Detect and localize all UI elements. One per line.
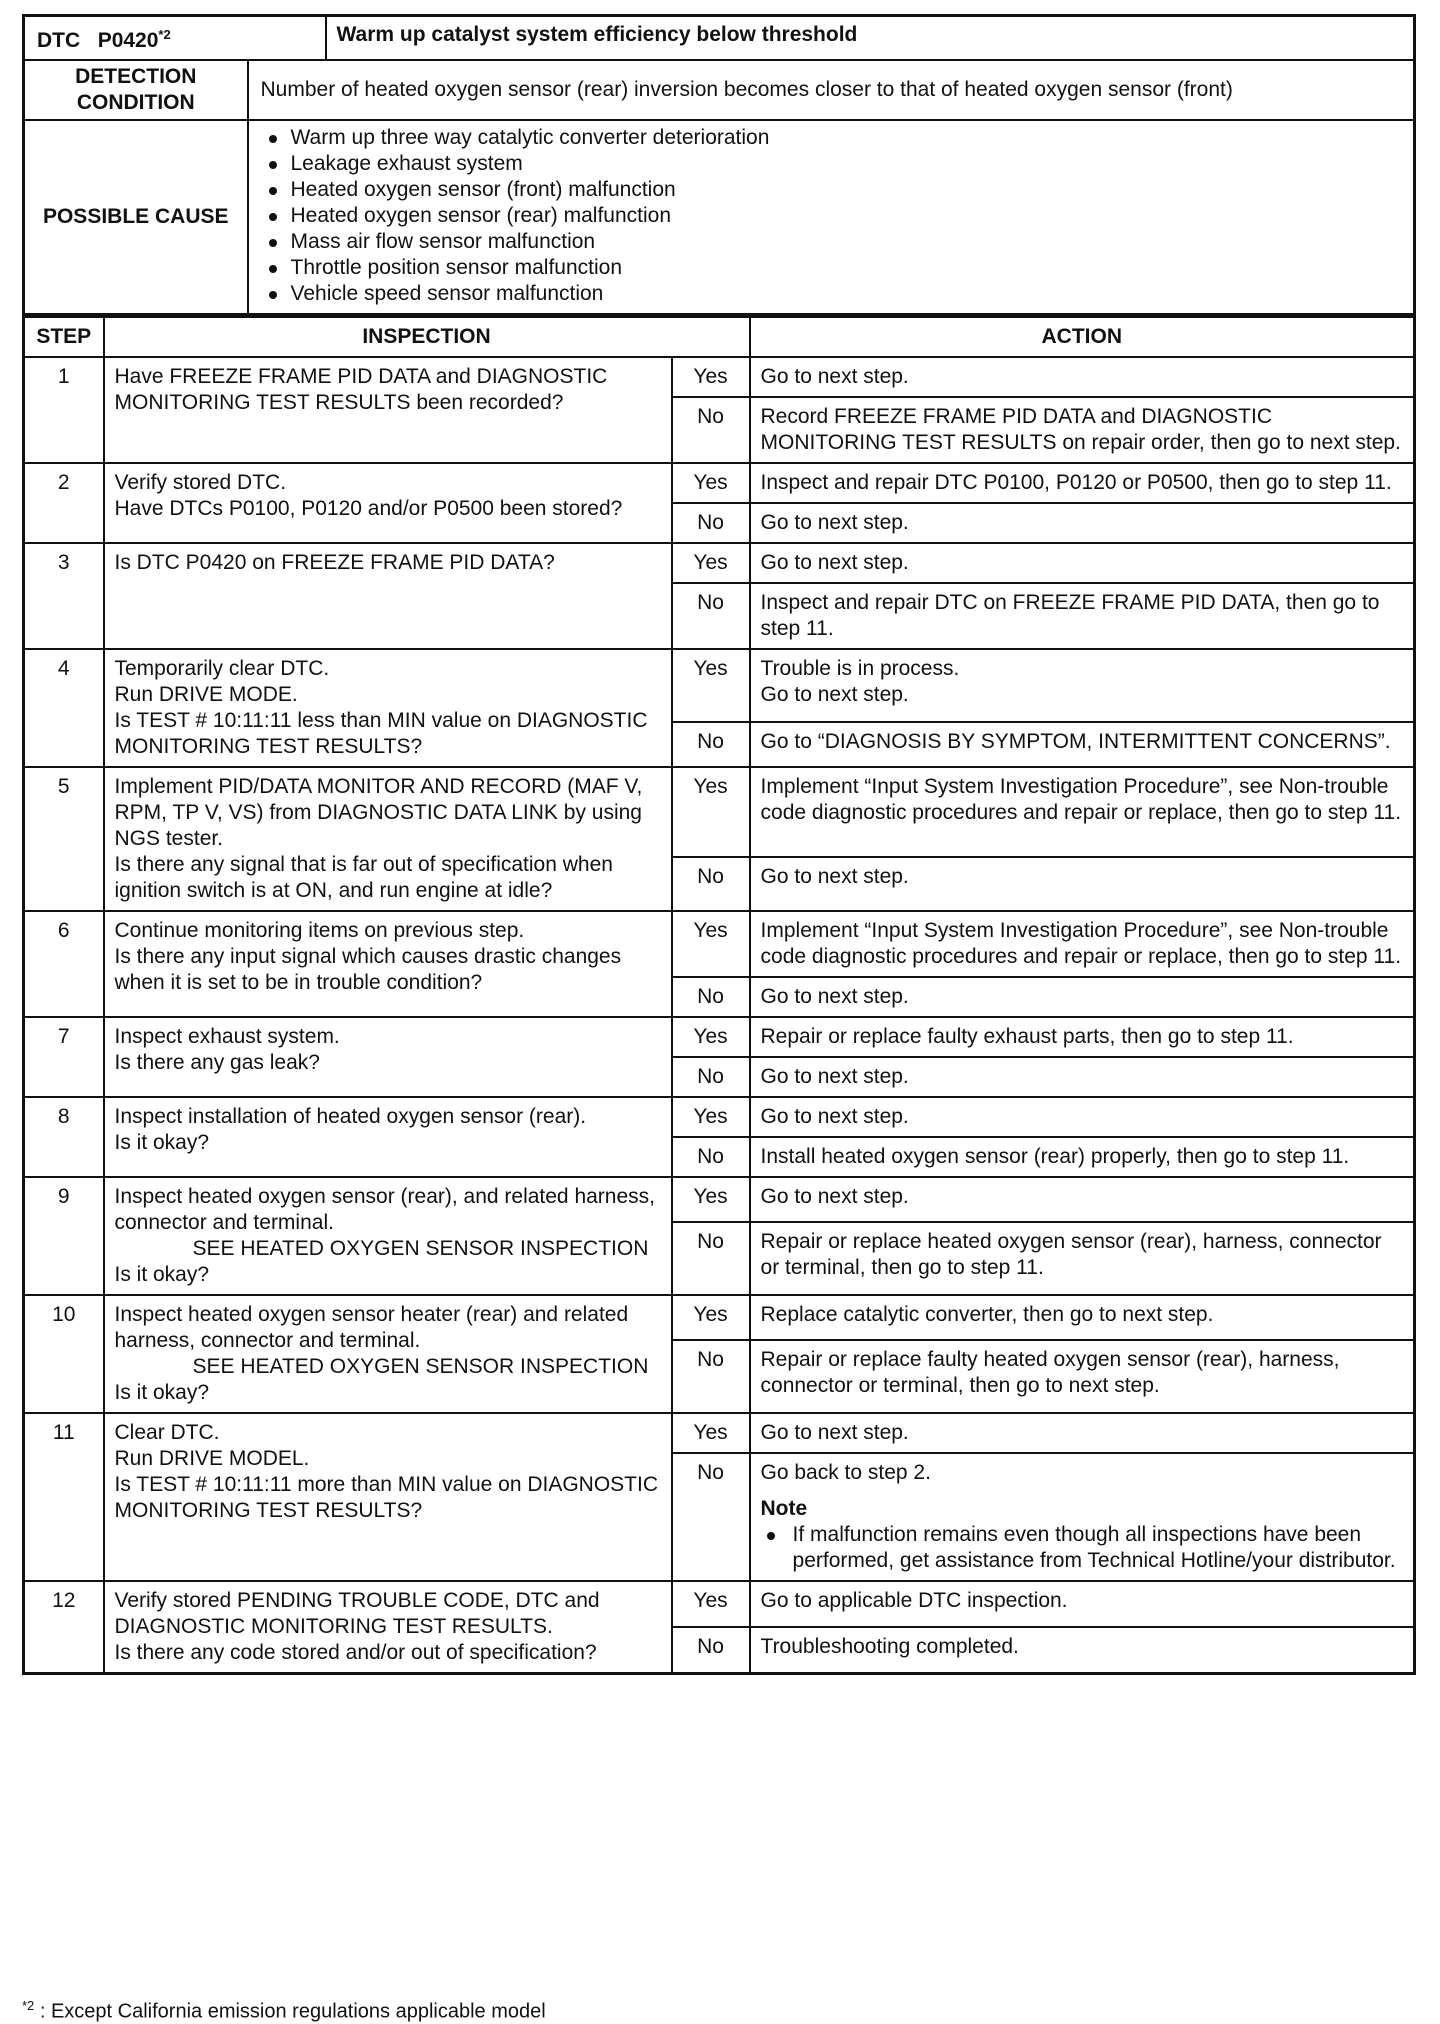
action-line: Go to next step.: [760, 1105, 909, 1128]
no-action: [750, 1057, 1415, 1097]
inspection-line: Is there any code stored and/or out of specification?: [114, 1641, 597, 1664]
dtc-code-cell: [24, 16, 326, 61]
inspection-line: Is DTC P0420 on FREEZE FRAME PID DATA?: [114, 551, 555, 574]
yes-label: Yes: [672, 1017, 750, 1057]
step-row-yes: [24, 1581, 1415, 1627]
inspection-line: Continue monitoring items on previous step.: [114, 919, 525, 942]
action-line: Go to next step.: [760, 683, 909, 706]
yes-action: [750, 1177, 1415, 1222]
action-line: Trouble is in process.: [760, 657, 960, 680]
step-inspection: [104, 1097, 672, 1177]
step-inspection: [104, 357, 672, 463]
see-reference: SEE HEATED OXYGEN SENSOR INSPECTION: [192, 1355, 649, 1378]
no-action: [750, 583, 1415, 649]
detection-condition-label: DETECTION CONDITION: [24, 60, 248, 120]
step-number: 10: [24, 1295, 104, 1413]
no-action: [750, 722, 1415, 767]
step-number: 4: [24, 649, 104, 767]
no-label: No: [672, 977, 750, 1017]
inspection-line: Inspect exhaust system.: [114, 1025, 340, 1048]
no-action: [750, 1222, 1415, 1295]
action-line: Go to “DIAGNOSIS BY SYMPTOM, INTERMITTENT CONCERNS”.: [760, 730, 1391, 754]
inspection-question: Is it okay?: [114, 1381, 210, 1404]
no-action: [750, 397, 1415, 463]
action-line: Go to next step.: [760, 1065, 909, 1088]
no-label: No: [672, 1222, 750, 1295]
action-line: Go to next step.: [760, 365, 909, 388]
yes-label: Yes: [672, 1413, 750, 1453]
no-label: No: [672, 1627, 750, 1674]
action-line: Implement “Input System Investigation Procedure”, see Non-trouble code diagnostic procedures and repair or replace, then go to step 11.: [760, 775, 1402, 824]
step-row-yes: [24, 1413, 1415, 1453]
action-line: Go back to step 2.: [760, 1461, 931, 1484]
no-label: No: [672, 503, 750, 543]
step-row-yes: [24, 1017, 1415, 1057]
possible-cause-cell: [248, 120, 1415, 315]
step-row-yes: [24, 357, 1415, 397]
step-row-yes: [24, 911, 1415, 977]
column-header-step: STEP: [24, 317, 104, 357]
no-label: No: [672, 857, 750, 911]
step-inspection: [104, 767, 672, 911]
step-number: 1: [24, 357, 104, 463]
action-line: Go to applicable DTC inspection.: [760, 1589, 1068, 1612]
inspection-line: Inspect heated oxygen sensor heater (rear) and related harness, connector and terminal.: [114, 1303, 629, 1352]
yes-label: Yes: [672, 1581, 750, 1627]
note-heading: Note: [760, 1497, 808, 1520]
step-inspection: [104, 911, 672, 1017]
possible-cause-list: [259, 125, 1404, 307]
step-number: 2: [24, 463, 104, 543]
dtc-code: P0420: [97, 29, 159, 52]
step-number: 7: [24, 1017, 104, 1097]
inspection-line: Run DRIVE MODEL.: [114, 1447, 310, 1470]
step-row-yes: [24, 543, 1415, 583]
step-number: 6: [24, 911, 104, 1017]
no-label: No: [672, 1137, 750, 1177]
step-row-yes: [24, 767, 1415, 857]
step-inspection: [104, 463, 672, 543]
no-action: [750, 1340, 1415, 1413]
step-row-yes: [24, 1097, 1415, 1137]
inspection-line: Verify stored DTC.: [114, 471, 287, 494]
yes-action: [750, 357, 1415, 397]
yes-label: Yes: [672, 1177, 750, 1222]
yes-action: [750, 1581, 1415, 1627]
no-action: [750, 1137, 1415, 1177]
step-row-yes: [24, 1295, 1415, 1340]
action-line: Inspect and repair DTC P0100, P0120 or P0500, then go to step 11.: [760, 471, 1392, 494]
inspection-line: Temporarily clear DTC.: [114, 657, 330, 680]
action-line: Go to next step.: [760, 1185, 909, 1208]
no-action: [750, 857, 1415, 911]
inspection-line: Run DRIVE MODE.: [114, 683, 298, 706]
step-inspection: [104, 1581, 672, 1674]
no-label: No: [672, 722, 750, 767]
inspection-line: Have FREEZE FRAME PID DATA and DIAGNOSTIC MONITORING TEST RESULTS been recorded?: [114, 365, 608, 414]
action-line: Go to next step.: [760, 864, 909, 888]
step-inspection: [104, 649, 672, 767]
inspection-steps-body: [24, 357, 1415, 1674]
yes-label: Yes: [672, 649, 750, 722]
no-action: [750, 1627, 1415, 1674]
step-row-yes: [24, 1177, 1415, 1222]
inspection-line: Inspect installation of heated oxygen sensor (rear).: [114, 1105, 587, 1128]
inspection-steps-table: [22, 316, 1416, 1675]
dtc-label: DTC: [37, 29, 81, 52]
possible-cause-item: Vehicle speed sensor malfunction: [259, 281, 1404, 307]
dtc-header-table: [22, 14, 1416, 316]
yes-label: Yes: [672, 767, 750, 857]
footnote-mark: *2: [22, 1998, 35, 2013]
step-number: 3: [24, 543, 104, 649]
no-action: [750, 1453, 1415, 1581]
yes-action: [750, 1413, 1415, 1453]
yes-action: [750, 1097, 1415, 1137]
dtc-document: [22, 14, 1416, 1675]
note-text: If malfunction remains even though all inspections have been performed, get assistance from Technical Hotline/your distributor.: [761, 1522, 1403, 1574]
action-line: Go to next step.: [760, 551, 909, 574]
yes-action: [750, 649, 1415, 722]
inspection-line: Have DTCs P0100, P0120 and/or P0500 been stored?: [114, 497, 623, 520]
inspection-line: Is it okay?: [114, 1131, 210, 1154]
inspection-line: Clear DTC.: [114, 1421, 220, 1444]
action-line: Replace catalytic converter, then go to next step.: [760, 1303, 1214, 1326]
column-header-action: ACTION: [750, 317, 1415, 357]
yes-action: [750, 1017, 1415, 1057]
yes-label: Yes: [672, 543, 750, 583]
step-inspection: [104, 1017, 672, 1097]
yes-label: Yes: [672, 911, 750, 977]
action-line: Repair or replace faulty heated oxygen sensor (rear), harness, connector or terminal, then go to next step.: [760, 1347, 1340, 1397]
yes-label: Yes: [672, 1097, 750, 1137]
possible-cause-item: Heated oxygen sensor (front) malfunction: [259, 177, 1404, 203]
action-line: Go to next step.: [760, 511, 909, 534]
action-line: Troubleshooting completed.: [760, 1634, 1019, 1658]
inspection-question: Is it okay?: [114, 1263, 210, 1286]
step-row-yes: [24, 649, 1415, 722]
footnote-text: : Except California emission regulations applicable model: [34, 2000, 546, 2023]
yes-action: [750, 1295, 1415, 1340]
action-line: Install heated oxygen sensor (rear) properly, then go to step 11.: [760, 1145, 1350, 1168]
step-number: 9: [24, 1177, 104, 1295]
step-inspection: [104, 1295, 672, 1413]
no-label: No: [672, 1057, 750, 1097]
possible-cause-item: Throttle position sensor malfunction: [259, 255, 1404, 281]
possible-cause-item: Warm up three way catalytic converter deterioration: [259, 125, 1404, 151]
inspection-line: Is there any signal that is far out of specification when ignition switch is at ON, and run engine at idle?: [114, 853, 613, 902]
no-label: No: [672, 397, 750, 463]
no-label: No: [672, 1340, 750, 1413]
step-row-yes: [24, 463, 1415, 503]
yes-label: Yes: [672, 1295, 750, 1340]
step-number: 5: [24, 767, 104, 911]
inspection-line: Is TEST # 10:11:11 less than MIN value on DIAGNOSTIC MONITORING TEST RESULTS?: [114, 709, 648, 758]
action-line: Inspect and repair DTC on FREEZE FRAME PID DATA, then go to step 11.: [760, 591, 1380, 640]
footnote: [22, 1994, 546, 2024]
inspection-line: Verify stored PENDING TROUBLE CODE, DTC and DIAGNOSTIC MONITORING TEST RESULTS.: [114, 1589, 600, 1638]
action-line: Implement “Input System Investigation Procedure”, see Non-trouble code diagnostic procedures and repair or replace, then go to step 11.: [760, 919, 1402, 968]
yes-action: [750, 543, 1415, 583]
possible-cause-item: Heated oxygen sensor (rear) malfunction: [259, 203, 1404, 229]
possible-cause-item: Leakage exhaust system: [259, 151, 1404, 177]
action-line: Repair or replace faulty exhaust parts, then go to step 11.: [760, 1025, 1294, 1048]
no-label: No: [672, 1453, 750, 1581]
yes-label: Yes: [672, 463, 750, 503]
inspection-line: Inspect heated oxygen sensor (rear), and related harness, connector and terminal.: [114, 1185, 655, 1234]
possible-cause-label: POSSIBLE CAUSE: [24, 120, 248, 315]
dtc-title: Warm up catalyst system efficiency below threshold: [326, 16, 1415, 61]
step-inspection: [104, 1177, 672, 1295]
action-line: Go to next step.: [760, 985, 909, 1008]
step-number: 11: [24, 1413, 104, 1581]
action-line: Repair or replace heated oxygen sensor (rear), harness, connector or terminal, then go to step 11.: [760, 1229, 1382, 1279]
column-header-inspection: INSPECTION: [104, 317, 750, 357]
detection-condition-text: Number of heated oxygen sensor (rear) inversion becomes closer to that of heated oxygen sensor (front): [248, 60, 1415, 120]
step-inspection: [104, 1413, 672, 1581]
inspection-line: Is TEST # 10:11:11 more than MIN value on DIAGNOSTIC MONITORING TEST RESULTS?: [114, 1473, 659, 1522]
yes-label: Yes: [672, 357, 750, 397]
action-line: Go to next step.: [760, 1421, 909, 1444]
step-number: 8: [24, 1097, 104, 1177]
yes-action: [750, 911, 1415, 977]
dtc-footnote-mark: *2: [158, 27, 171, 42]
inspection-line: Is there any gas leak?: [114, 1051, 320, 1074]
possible-cause-item: Mass air flow sensor malfunction: [259, 229, 1404, 255]
action-line: Record FREEZE FRAME PID DATA and DIAGNOSTIC MONITORING TEST RESULTS on repair order, then go to next step.: [760, 405, 1401, 454]
yes-action: [750, 463, 1415, 503]
no-action: [750, 503, 1415, 543]
step-number: 12: [24, 1581, 104, 1674]
inspection-line: Implement PID/DATA MONITOR AND RECORD (MAF V, RPM, TP V, VS) from DIAGNOSTIC DATA LINK by using NGS tester.: [114, 775, 643, 850]
no-action: [750, 977, 1415, 1017]
see-reference: SEE HEATED OXYGEN SENSOR INSPECTION: [192, 1237, 649, 1260]
step-inspection: [104, 543, 672, 649]
no-label: No: [672, 583, 750, 649]
inspection-line: Is there any input signal which causes drastic changes when it is set to be in trouble condition?: [114, 945, 622, 994]
yes-action: [750, 767, 1415, 857]
